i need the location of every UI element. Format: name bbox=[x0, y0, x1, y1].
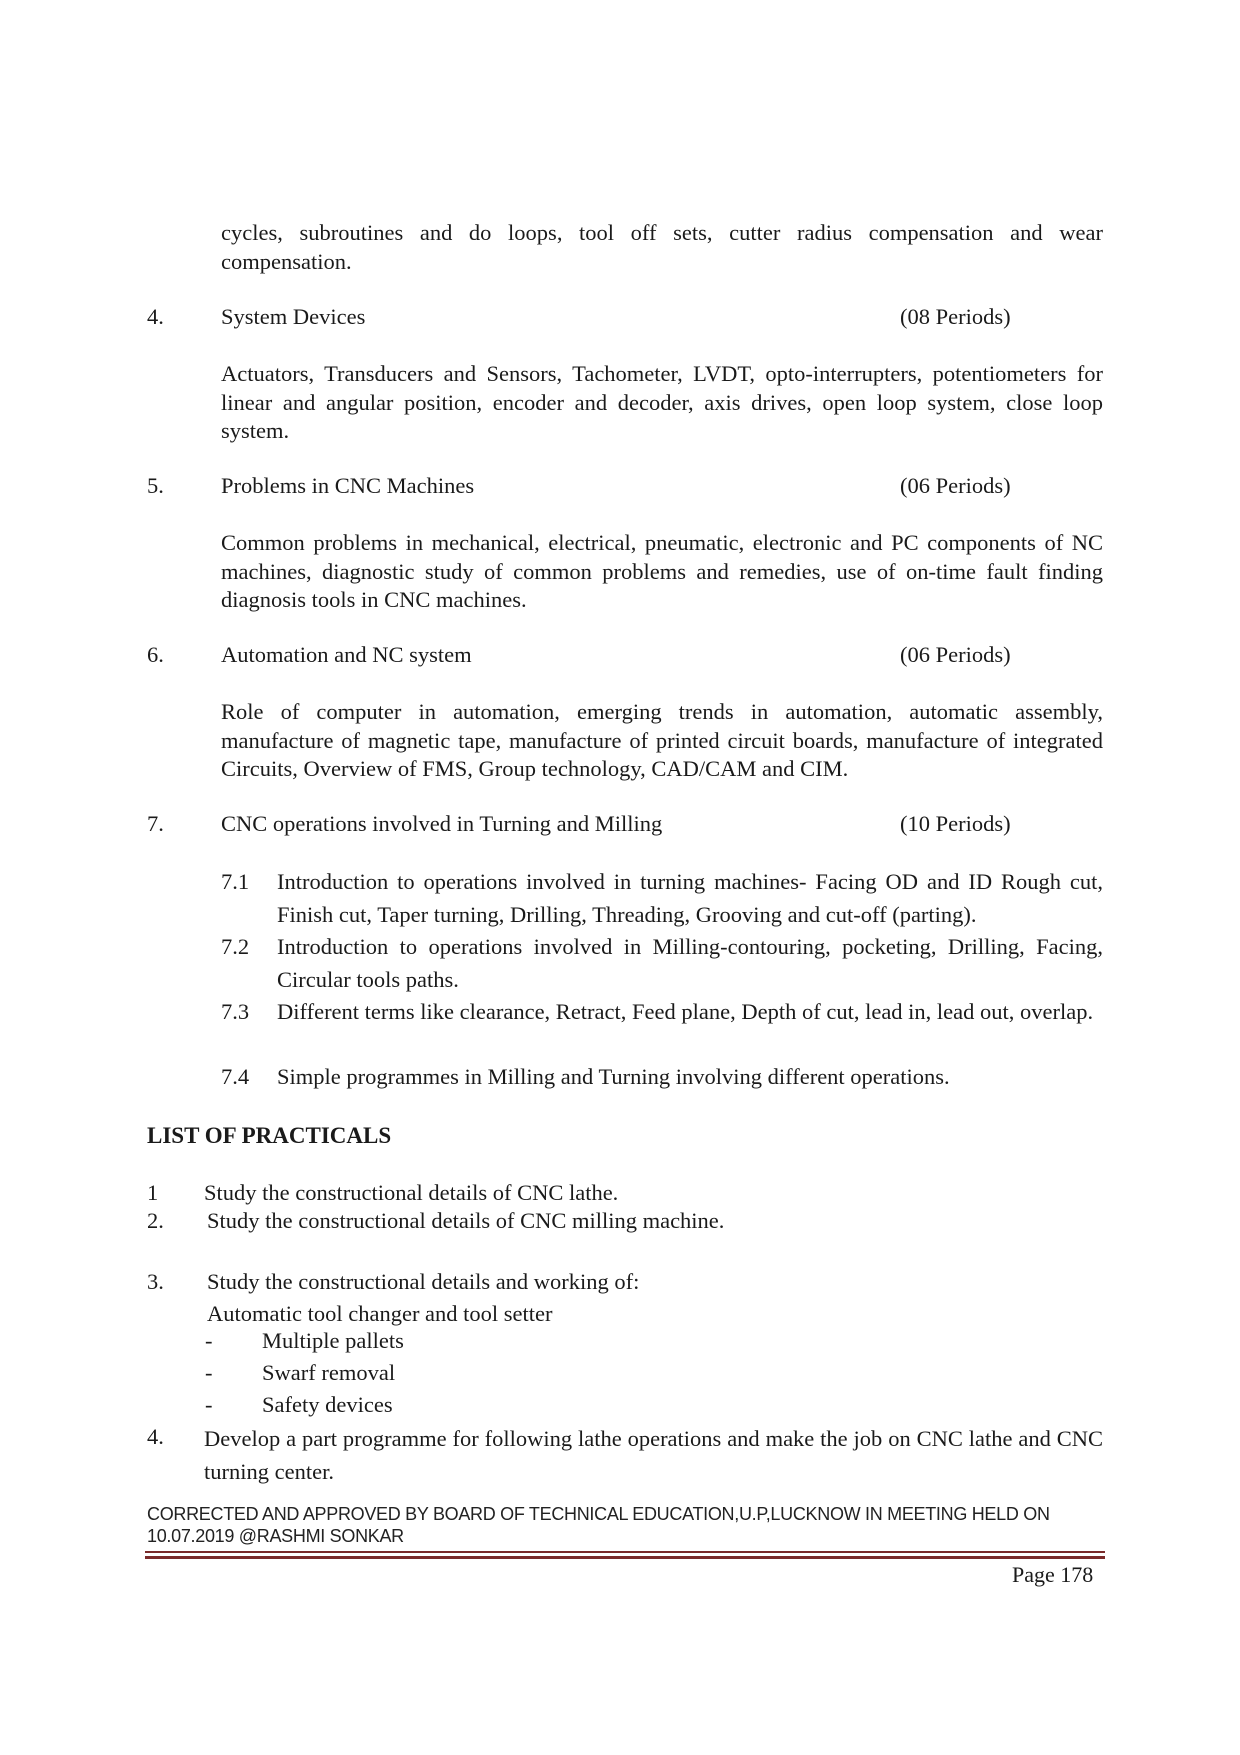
approval-line-2: 10.07.2019 @RASHMI SONKAR bbox=[147, 1526, 404, 1546]
section-4-periods: (08 Periods) bbox=[900, 304, 1011, 329]
section-7-number: 7. bbox=[147, 811, 164, 836]
subitem-number: 7.2 bbox=[221, 934, 250, 959]
bullet-dash: - bbox=[205, 1392, 213, 1417]
practicals-heading: LIST OF PRACTICALS bbox=[147, 1123, 392, 1148]
section-5-number: 5. bbox=[147, 473, 164, 498]
practical-1-text: Study the constructional details of CNC lathe. bbox=[204, 1180, 619, 1205]
practical-4-number: 4. bbox=[147, 1424, 164, 1449]
bullet-text: Multiple pallets bbox=[262, 1328, 404, 1353]
section-4-title: System Devices bbox=[221, 304, 366, 329]
subitem-number: 7.3 bbox=[221, 999, 250, 1024]
subitem-text: Introduction to operations involved in Milling-contouring, pocketing, Drilling, Facing, Circular tools paths. bbox=[277, 934, 1103, 992]
subitem-text: Different terms like clearance, Retract, Feed plane, Depth of cut, lead in, lead out, overlap. bbox=[277, 999, 1094, 1024]
section-6-periods: (06 Periods) bbox=[900, 642, 1011, 667]
practical-2-text: Study the constructional details of CNC milling machine. bbox=[207, 1208, 725, 1233]
practical-3-number: 3. bbox=[147, 1269, 164, 1294]
subitem-number: 7.1 bbox=[221, 869, 250, 894]
section-6-body: Role of computer in automation, emerging trends in automation, automatic assembly, manufacture of magnetic tape, manufacture of printed circuit boards, manufacture of integrated Circuits, Overview of FMS, Group technology, CAD/CAM and CIM. bbox=[221, 699, 1103, 781]
approval-line-1: CORRECTED AND APPROVED BY BOARD OF TECHNICAL EDUCATION,U.P,LUCKNOW IN MEETING HELD ON bbox=[147, 1504, 1050, 1524]
subitem-number: 7.4 bbox=[221, 1064, 250, 1089]
practical-1-number: 1 bbox=[147, 1180, 159, 1205]
section-6-title: Automation and NC system bbox=[221, 642, 472, 667]
approval-note bbox=[147, 1503, 1107, 1547]
practical-2-number: 2. bbox=[147, 1208, 164, 1233]
practical-4-text: Develop a part programme for following lathe operations and make the job on CNC lathe and CNC turning center. bbox=[204, 1426, 1103, 1484]
subitem-text: Introduction to operations involved in turning machines- Facing OD and ID Rough cut, Finish cut, Taper turning, Drilling, Threading, Grooving and cut-off (parting). bbox=[277, 869, 1103, 927]
section-7-title: CNC operations involved in Turning and Milling bbox=[221, 811, 663, 836]
continuation-paragraph: cycles, subroutines and do loops, tool off sets, cutter radius compensation and wear compensation. bbox=[221, 220, 1103, 274]
section-4-number: 4. bbox=[147, 304, 164, 329]
practical-3-subheading: Automatic tool changer and tool setter bbox=[207, 1301, 553, 1326]
section-6-number: 6. bbox=[147, 642, 164, 667]
section-5-periods: (06 Periods) bbox=[900, 473, 1011, 498]
practical-3-text: Study the constructional details and working of: bbox=[207, 1269, 640, 1294]
bullet-dash: - bbox=[205, 1328, 213, 1353]
section-5-body: Common problems in mechanical, electrical, pneumatic, electronic and PC components of NC machines, diagnostic study of common problems and remedies, use of on-time fault finding diagnosis tools in CNC machines. bbox=[221, 530, 1103, 612]
footer-rule bbox=[145, 1551, 1105, 1553]
bullet-dash: - bbox=[205, 1360, 213, 1385]
section-7-periods: (10 Periods) bbox=[900, 811, 1011, 836]
bullet-text: Swarf removal bbox=[262, 1360, 396, 1385]
section-4-body: Actuators, Transducers and Sensors, Tachometer, LVDT, opto-interrupters, potentiometers for linear and angular position, encoder and decoder, axis drives, open loop system, close loop system. bbox=[221, 361, 1103, 443]
bullet-text: Safety devices bbox=[262, 1392, 393, 1417]
section-5-title: Problems in CNC Machines bbox=[221, 473, 475, 498]
footer-rule-thick bbox=[145, 1556, 1105, 1559]
subitem-text: Simple programmes in Milling and Turning involving different operations. bbox=[277, 1064, 950, 1089]
page-number: Page 178 bbox=[1012, 1562, 1094, 1587]
